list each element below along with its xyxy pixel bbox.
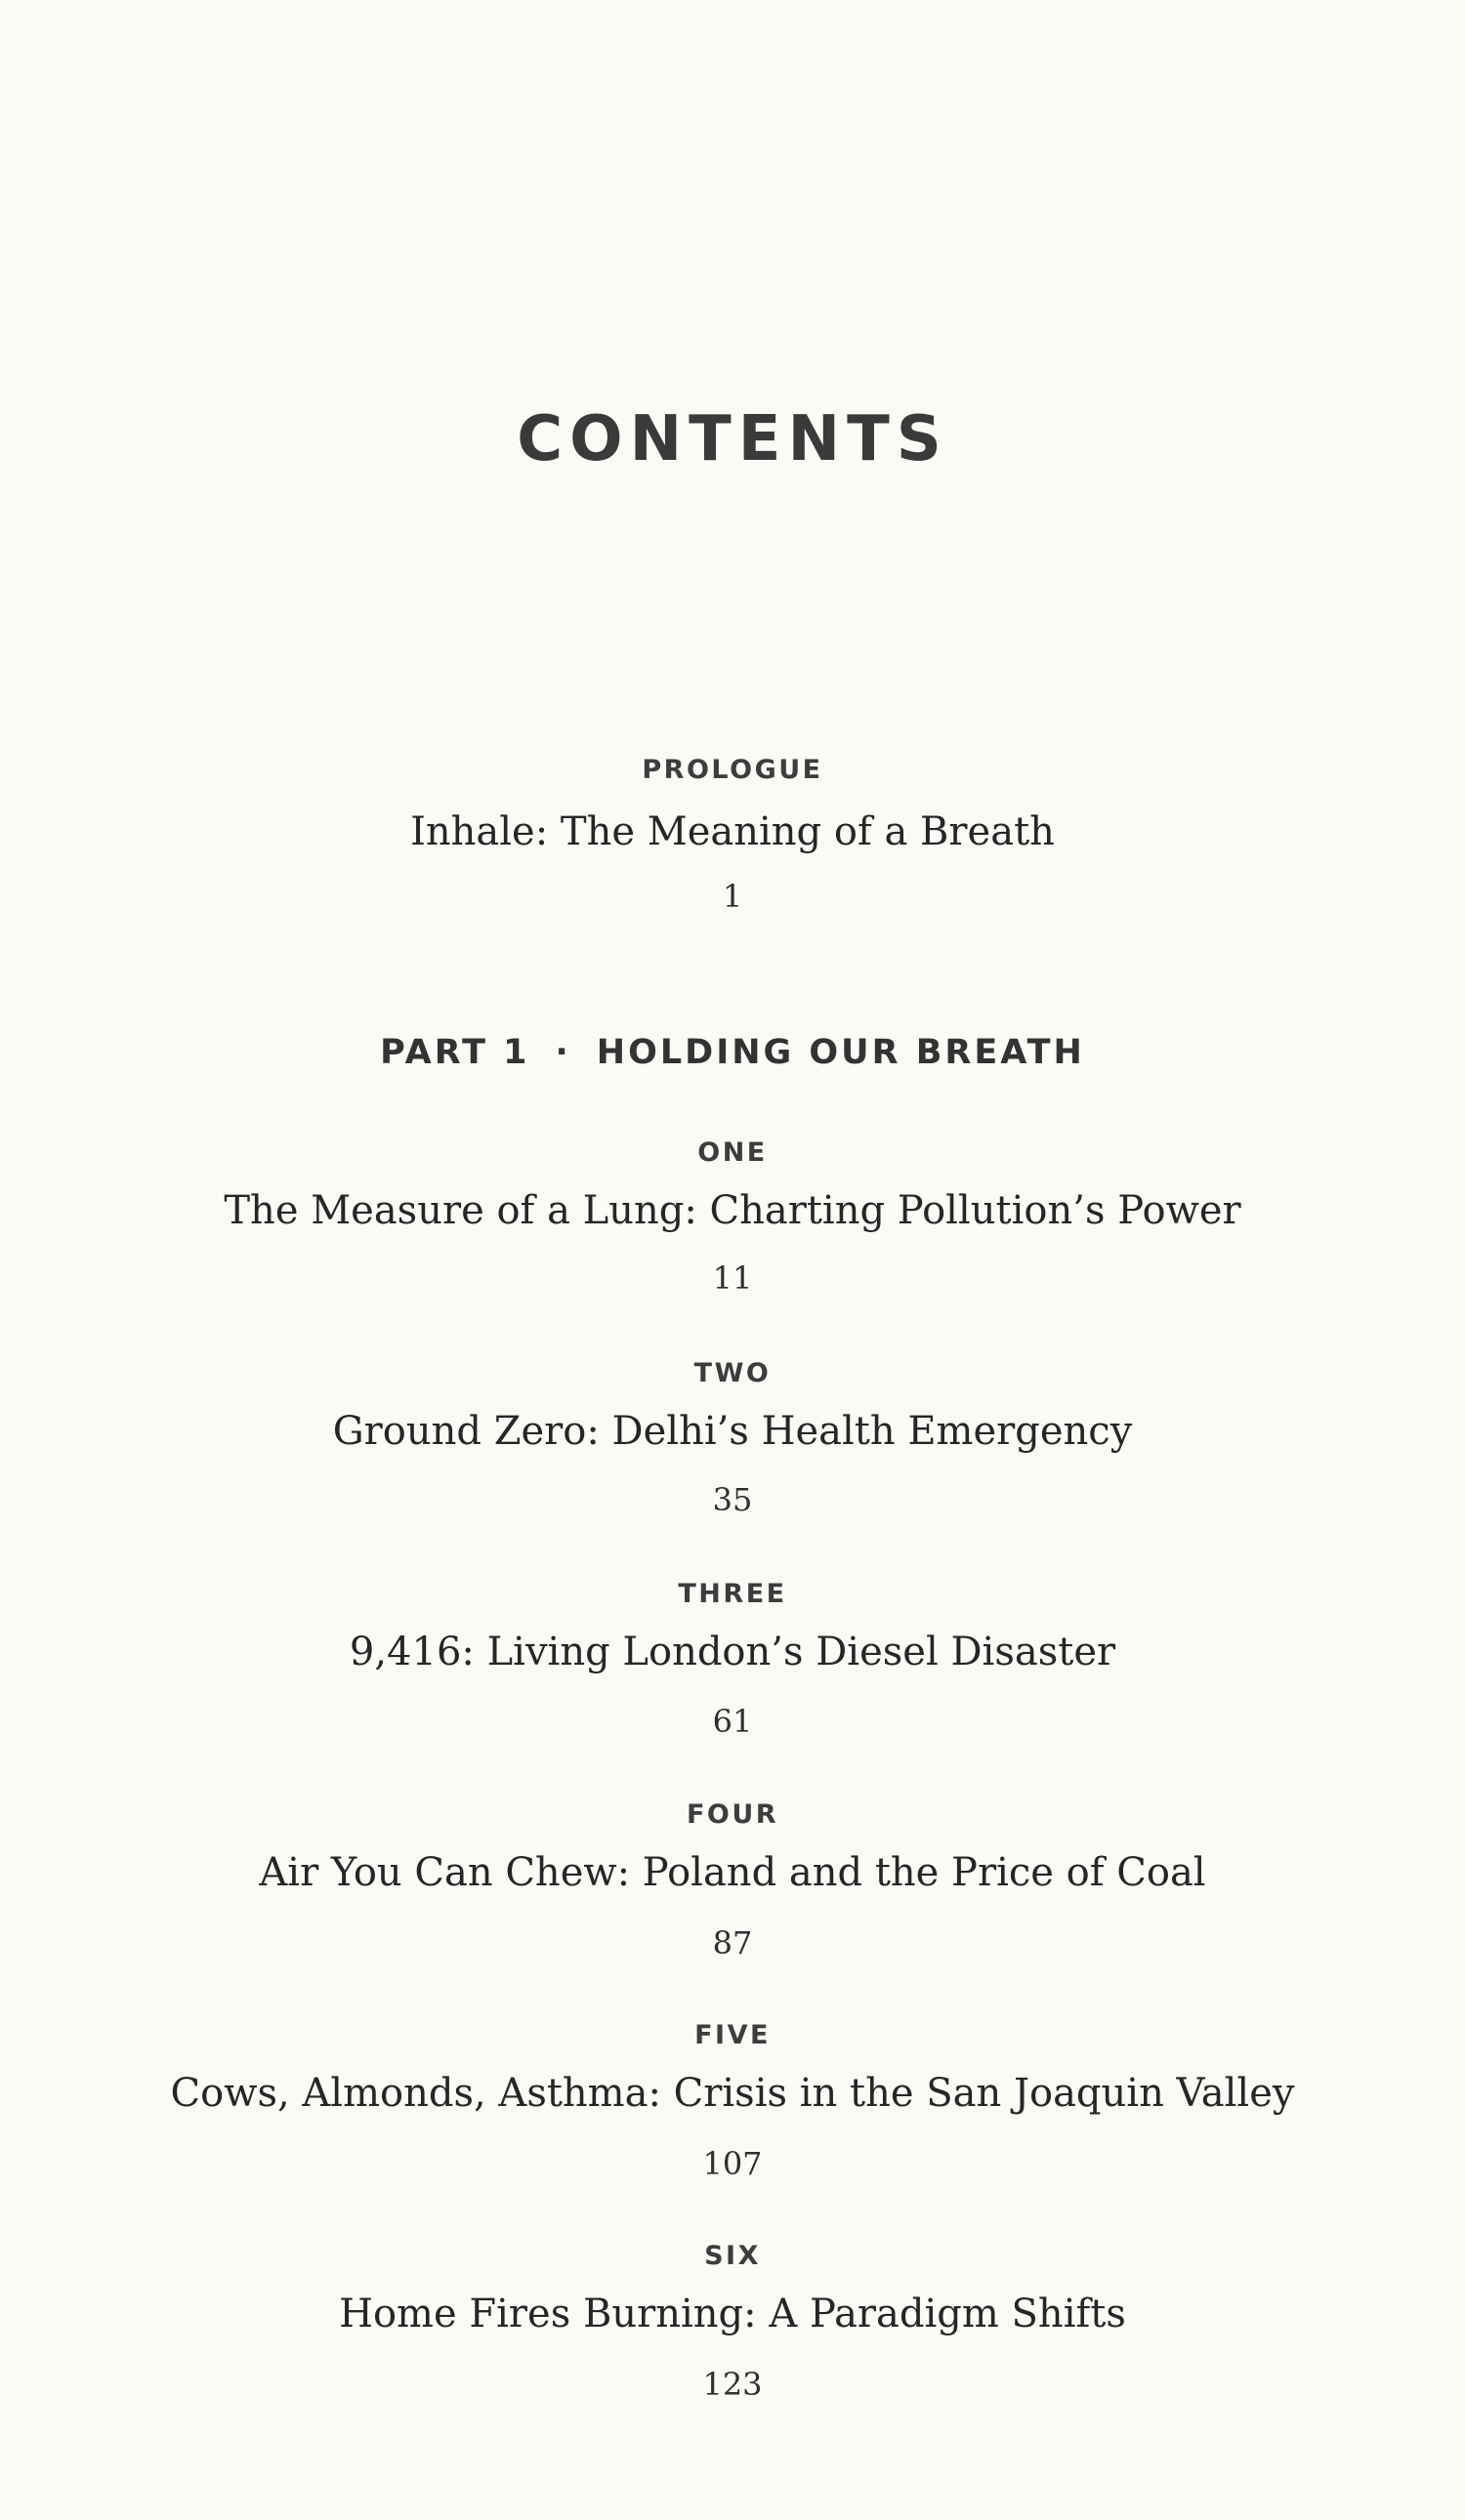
part-heading (0, 1031, 1465, 1074)
chapter-title[interactable]: Ground Zero: Delhi’s Health Emergency (332, 1409, 1133, 1454)
chapter-label: THREE (678, 1579, 787, 1609)
chapter-page-number: 87 (712, 1924, 753, 1962)
chapter-label: FIVE (694, 2020, 771, 2050)
chapter-label: FOUR (686, 1799, 779, 1830)
prologue-label: PROLOGUE (642, 755, 823, 785)
chapter-title[interactable]: The Measure of a Lung: Charting Pollution’s Power (224, 1188, 1241, 1233)
chapter-title[interactable]: Cows, Almonds, Asthma: Crisis in the San Joaquin Valley (170, 2071, 1295, 2116)
chapter-title[interactable]: Home Fires Burning: A Paradigm Shifts (339, 2292, 1126, 2336)
prologue-page-number: 1 (722, 878, 743, 915)
chapter-label: ONE (697, 1137, 768, 1168)
chapter-page-number: 107 (702, 2145, 763, 2182)
part-name: HOLDING OUR BREATH (596, 1033, 1085, 1072)
part-number: PART 1 (380, 1033, 530, 1072)
chapter-title[interactable]: Air You Can Chew: Poland and the Price of Coal (259, 1850, 1206, 1895)
chapter-title[interactable]: 9,416: Living London’s Diesel Disaster (349, 1630, 1116, 1674)
chapter-label: TWO (693, 1358, 772, 1388)
chapter-page-number: 11 (712, 1260, 753, 1297)
page-title: CONTENTS (517, 403, 948, 475)
chapter-page-number: 61 (712, 1703, 753, 1740)
part-separator: · (555, 1033, 571, 1072)
prologue-title[interactable]: Inhale: The Meaning of a Breath (410, 809, 1055, 854)
chapter-page-number: 35 (712, 1481, 753, 1518)
chapter-page-number: 123 (702, 2366, 763, 2403)
chapter-label: SIX (704, 2241, 761, 2271)
